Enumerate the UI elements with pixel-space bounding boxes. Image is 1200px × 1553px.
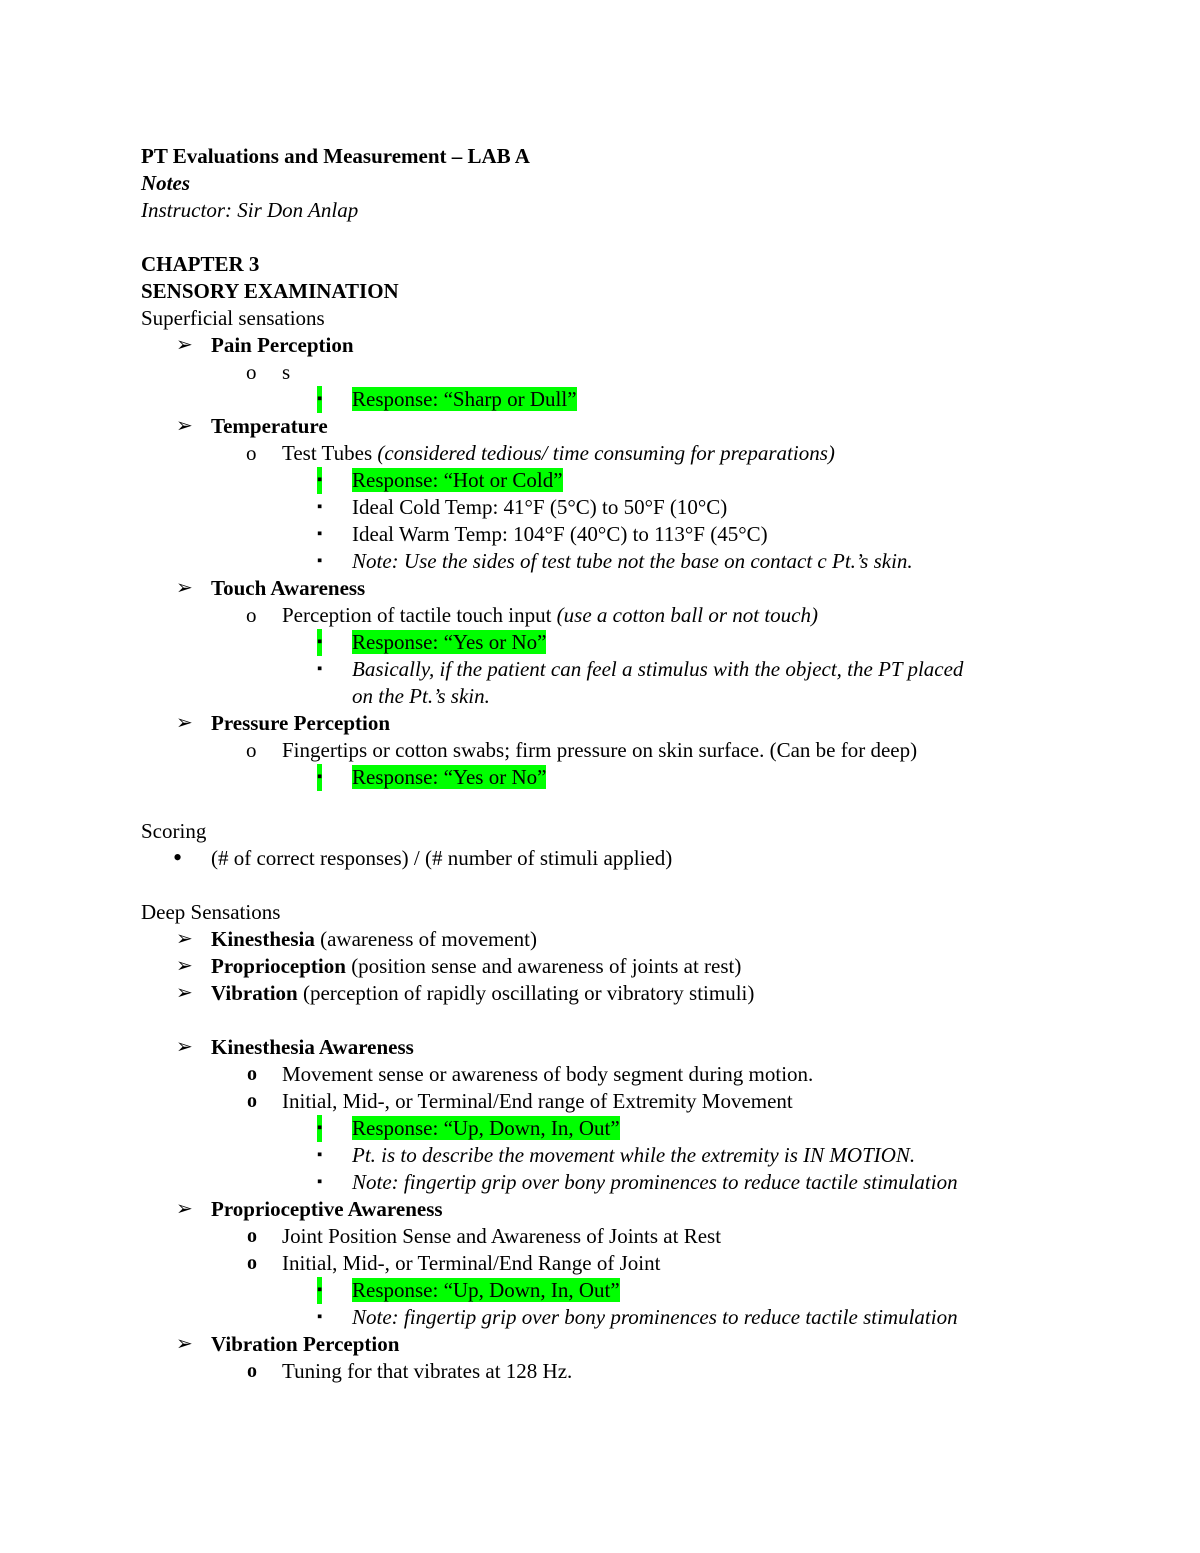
arrow-bullet-icon: ➢ [176, 955, 193, 977]
square-bullet-icon: ▪ [317, 526, 323, 542]
temperature-response [141, 467, 1081, 494]
circle-bullet-icon: o [246, 441, 257, 465]
arrow-bullet-icon: ➢ [176, 982, 193, 1004]
touch-response [141, 629, 1081, 656]
square-bullet-icon: ▪ [317, 764, 322, 791]
pain-title: Pain Perception [211, 333, 354, 357]
arrow-bullet-icon: ➢ [176, 928, 193, 950]
proprioceptive-item [141, 1196, 1081, 1223]
pain-sub-text: s [282, 360, 291, 384]
pain-response-text: Response: “Sharp or Dull” [352, 387, 577, 411]
instructor-line: Instructor: Sir Don Anlap [141, 198, 359, 222]
proprioceptive-sub2-text: Initial, Mid-, or Terminal/End Range of Joint [282, 1251, 661, 1275]
document-page [141, 143, 1081, 1385]
deep-item-desc: (position sense and awareness of joints at rest) [345, 954, 742, 978]
temperature-response-text: Response: “Hot or Cold” [352, 468, 563, 492]
kinesthesia-sub2-text: Initial, Mid-, or Terminal/End range of Extremity Movement [282, 1089, 793, 1113]
temperature-sub-text: Test Tubes [282, 441, 378, 465]
scoring-formula [141, 845, 1081, 872]
temperature-item [141, 413, 1081, 440]
arrow-bullet-icon: ➢ [176, 577, 193, 599]
temperature-sub-italic: (considered tedious/ time consuming for preparations) [377, 441, 835, 465]
chapter-title: SENSORY EXAMINATION [141, 279, 399, 303]
pressure-item [141, 710, 1081, 737]
circle-bullet-icon: o [246, 738, 257, 762]
kinesthesia-sub1 [141, 1061, 1081, 1088]
pressure-sub-text: Fingertips or cotton swabs; firm pressure on skin surface. (Can be for deep) [282, 738, 918, 762]
deep-heading: Deep Sensations [141, 900, 281, 924]
pain-item [141, 332, 1081, 359]
deep-item-vibration [141, 980, 1081, 1007]
kinesthesia-item [141, 1034, 1081, 1061]
proprioceptive-note [141, 1304, 1081, 1331]
temperature-note [141, 548, 1081, 575]
proprioceptive-response-text: Response: “Up, Down, In, Out” [352, 1278, 620, 1302]
deep-item-term: Kinesthesia [211, 927, 315, 951]
temperature-cold [141, 494, 1081, 521]
square-bullet-icon: ▪ [317, 629, 322, 656]
proprioceptive-sub1 [141, 1223, 1081, 1250]
circle-bullet-icon: o [247, 1360, 257, 1382]
proprioceptive-title: Proprioceptive Awareness [211, 1197, 443, 1221]
temperature-cold-text: Ideal Cold Temp: 41°F (5°C) to 50°F (10°C) [352, 495, 728, 519]
touch-item [141, 575, 1081, 602]
touch-note-line1: Basically, if the patient can feel a stimulus with the object, the PT placed [352, 657, 964, 681]
scoring-formula-text: (# of correct responses) / (# number of stimuli applied) [211, 846, 673, 870]
deep-item-desc: (awareness of movement) [314, 927, 538, 951]
square-bullet-icon: ▪ [317, 661, 323, 677]
arrow-bullet-icon: ➢ [176, 712, 193, 734]
arrow-bullet-icon: ➢ [176, 1333, 193, 1355]
arrow-bullet-icon: ➢ [176, 415, 193, 437]
temperature-warm [141, 521, 1081, 548]
deep-item-desc: (perception of rapidly oscillating or vibratory stimuli) [297, 981, 755, 1005]
kinesthesia-title: Kinesthesia Awareness [211, 1035, 414, 1059]
touch-title: Touch Awareness [211, 576, 366, 600]
temperature-title: Temperature [211, 414, 328, 438]
circle-bullet-icon: o [246, 360, 257, 384]
proprioceptive-response [141, 1277, 1081, 1304]
temperature-sub [141, 440, 1081, 467]
square-bullet-icon: ▪ [317, 1309, 323, 1325]
deep-item-term: Proprioception [211, 954, 346, 978]
vibration-sub1-text: Tuning for that vibrates at 128 Hz. [282, 1359, 573, 1383]
proprioceptive-sub2 [141, 1250, 1081, 1277]
pain-response [141, 386, 1081, 413]
touch-note-cont [141, 683, 1081, 710]
circle-bullet-icon: o [247, 1225, 257, 1247]
pressure-sub [141, 737, 1081, 764]
deep-item-term: Vibration [211, 981, 298, 1005]
kinesthesia-note-text: Note: fingertip grip over bony prominences to reduce tactile stimulation [352, 1170, 958, 1194]
arrow-bullet-icon: ➢ [176, 334, 193, 356]
kinesthesia-response [141, 1115, 1081, 1142]
touch-sub [141, 602, 1081, 629]
notes-label: Notes [141, 171, 190, 195]
kinesthesia-pt-note [141, 1142, 1081, 1169]
kinesthesia-pt-note-text: Pt. is to describe the movement while the extremity is IN MOTION. [352, 1143, 916, 1167]
circle-bullet-icon: o [246, 603, 257, 627]
square-bullet-icon: ▪ [317, 467, 322, 494]
square-bullet-icon: ▪ [317, 499, 323, 515]
kinesthesia-response-text: Response: “Up, Down, In, Out” [352, 1116, 620, 1140]
deep-item-proprioception [141, 953, 1081, 980]
vibration-sub1 [141, 1358, 1081, 1385]
touch-note [141, 656, 1081, 683]
vibration-item [141, 1331, 1081, 1358]
kinesthesia-sub2 [141, 1088, 1081, 1115]
touch-response-text: Response: “Yes or No” [352, 630, 547, 654]
scoring-heading: Scoring [141, 819, 207, 843]
square-bullet-icon: ▪ [317, 1147, 323, 1163]
touch-note-line2: on the Pt.’s skin. [352, 684, 490, 708]
square-bullet-icon: ▪ [317, 386, 322, 413]
course-title: PT Evaluations and Measurement – LAB A [141, 144, 530, 168]
temperature-note-text: Note: Use the sides of test tube not the base on contact c Pt.’s skin. [352, 549, 913, 573]
kinesthesia-note [141, 1169, 1081, 1196]
square-bullet-icon: ▪ [317, 1277, 322, 1304]
touch-sub-text: Perception of tactile touch input [282, 603, 557, 627]
square-bullet-icon: ▪ [317, 1115, 322, 1142]
pain-sub [141, 359, 1081, 386]
proprioceptive-sub1-text: Joint Position Sense and Awareness of Joints at Rest [282, 1224, 722, 1248]
pressure-response [141, 764, 1081, 791]
square-bullet-icon: ▪ [317, 553, 323, 569]
circle-bullet-icon: o [247, 1090, 257, 1112]
square-bullet-icon: ▪ [317, 1174, 323, 1190]
circle-bullet-icon: o [247, 1252, 257, 1274]
circle-bullet-icon: o [247, 1063, 257, 1085]
kinesthesia-sub1-text: Movement sense or awareness of body segment during motion. [282, 1062, 814, 1086]
pressure-response-text: Response: “Yes or No” [352, 765, 547, 789]
arrow-bullet-icon: ➢ [176, 1198, 193, 1220]
arrow-bullet-icon: ➢ [176, 1036, 193, 1058]
vibration-title: Vibration Perception [211, 1332, 400, 1356]
temperature-warm-text: Ideal Warm Temp: 104°F (40°C) to 113°F (45°C) [352, 522, 768, 546]
deep-item-kinesthesia [141, 926, 1081, 953]
dot-bullet-icon: • [173, 843, 183, 872]
chapter-number: CHAPTER 3 [141, 252, 260, 276]
superficial-heading: Superficial sensations [141, 306, 325, 330]
touch-sub-italic: (use a cotton ball or not touch) [556, 603, 818, 627]
proprioceptive-note-text: Note: fingertip grip over bony prominences to reduce tactile stimulation [352, 1305, 958, 1329]
pressure-title: Pressure Perception [211, 711, 391, 735]
